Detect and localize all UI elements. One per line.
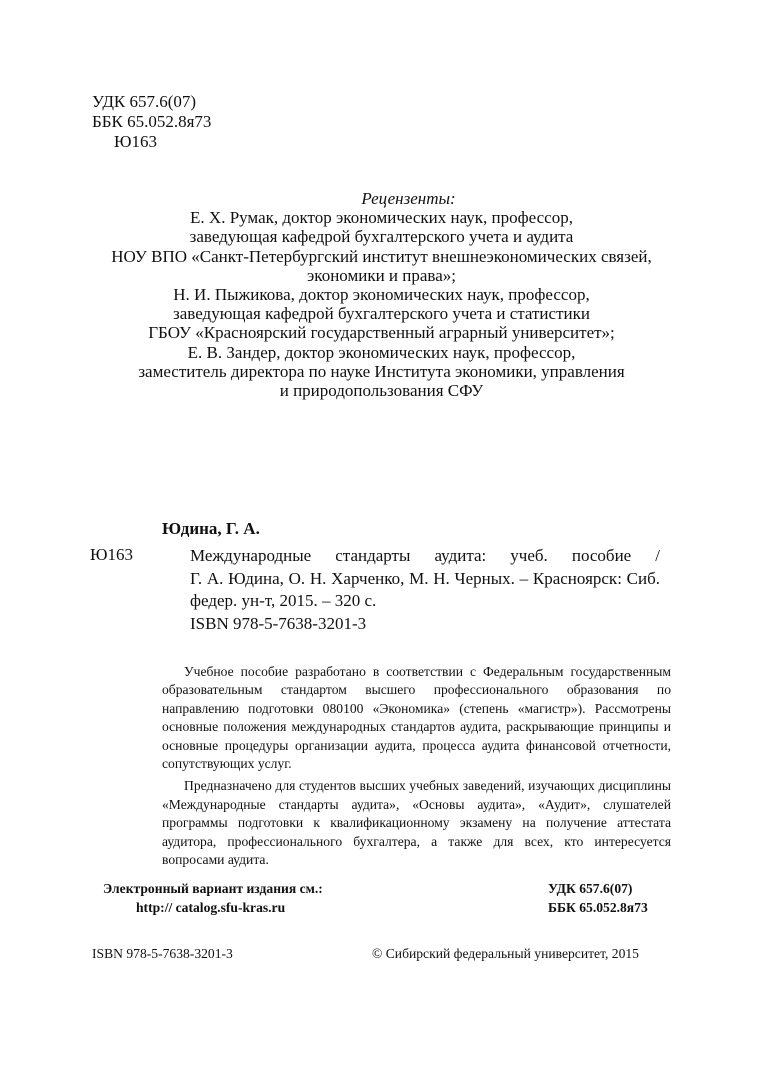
udk-code-bottom: УДК 657.6(07) [548,881,633,896]
copyright: © Сибирский федеральный университет, 2015 [372,946,639,961]
reviewer-line: Н. И. Пыжикова, доктор экономических наук, профессор, [173,284,590,304]
reviewer-line: заместитель директора по науке Института экономики, управления [138,361,625,381]
reviewer-line: НОУ ВПО «Санкт-Петербургский институт внешнеэкономических связей, [111,246,652,266]
reviewer-line: Е. Х. Румак, доктор экономических наук, профессор, [190,208,573,228]
entry-code: Ю163 [90,545,133,564]
bbk-code-bottom: ББК 65.052.8я73 [548,900,648,915]
reviewers-block [0,189,763,400]
description-line: федер. ун-т, 2015. – 320 с. [190,591,377,610]
reviewer-line: Е. В. Зандер, доктор экономических наук, профессор, [187,342,576,362]
reviewers-title: Рецензенты: [361,189,456,208]
classification-bottom [548,879,648,917]
reviewer-line: ГБОУ «Красноярский государственный аграрный университет»; [148,323,615,343]
description-line: Международные стандарты аудита: учеб. пособие / [190,546,660,565]
footer-isbn: ISBN 978-5-7638-3201-3 [92,946,233,961]
reviewer-line: заведующая кафедрой бухгалтерского учета и статистики [173,304,590,324]
electronic-version [103,879,323,917]
udk-code: УДК 657.6(07) [92,92,197,111]
annotation-paragraph: Предназначено для студентов высших учебных заведений, изучающих дисциплины «Международные стандарты аудита», «Основы аудита», «Аудит», слушателей программы подготовки к квалификационному экзамену на получение аттестата аудитора, профессионального бухгалтера, а также для всех, кто интересуется вопросами аудита. [162,778,671,868]
entry-author: Юдина, Г. А. [162,519,260,538]
classification-block [92,92,211,152]
bbk-code: ББК 65.052.8я73 [92,112,212,131]
entry-description [190,545,660,635]
annotation-paragraph: Учебное пособие разработано в соответствии с Федеральным государственным образовательным стандартом высшего профессионального образования по направлению подготовки 080100 «Экономика» (степень «магистр»). Рассмотрены основные положения международных стандартов аудита, раскрывающие принципы и основные процедуры организации аудита, процесса аудита финансовой отчетности, сопутствующих услуг. [162,664,671,772]
reviewer-line: и природопользования СФУ [279,380,484,400]
reviewer-line: заведующая кафедрой бухгалтерского учета и аудита [189,227,574,247]
annotation [162,663,671,869]
reviewer-line: экономики и права»; [307,265,456,285]
description-line: Г. А. Юдина, О. Н. Харченко, М. Н. Черных. – Красноярск: Сиб. [190,568,660,588]
electronic-label: Электронный вариант издания см.: [103,881,323,896]
entry-isbn: ISBN 978-5-7638-3201-3 [190,613,367,633]
author-mark: Ю163 [114,132,157,151]
catalog-link[interactable]: http:// catalog.sfu-kras.ru [136,900,286,915]
